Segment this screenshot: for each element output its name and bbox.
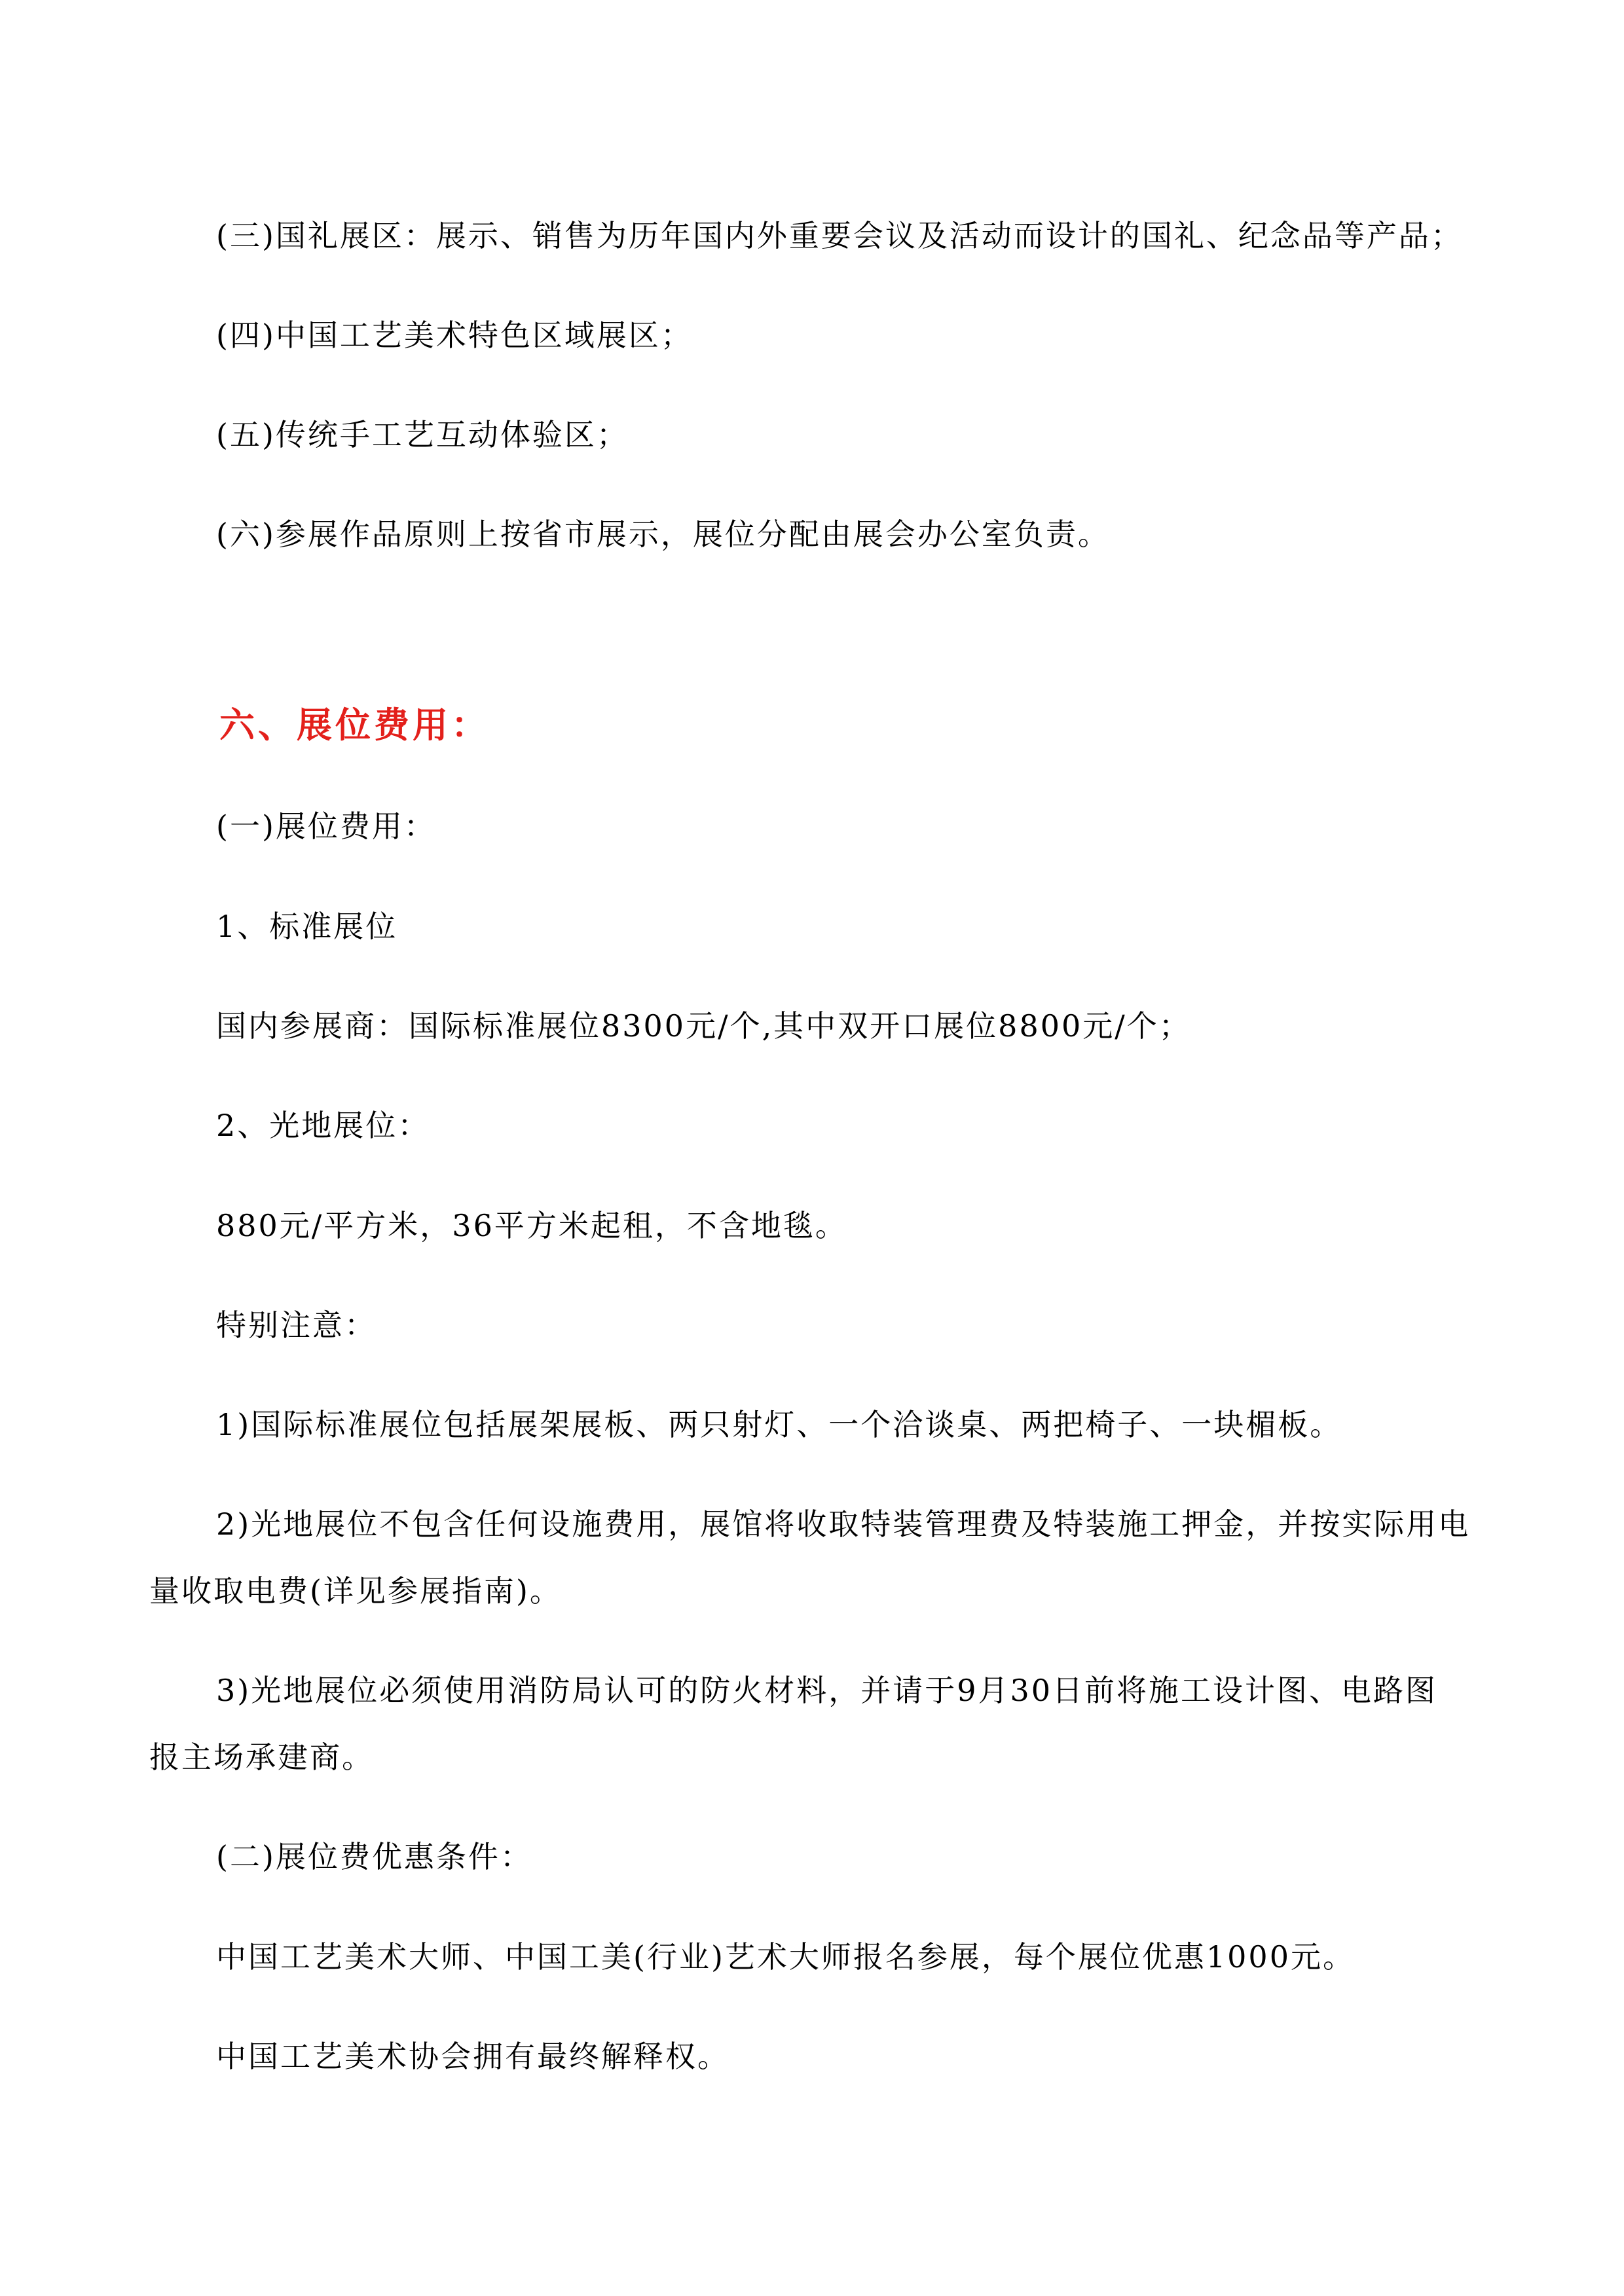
paragraph-notice-3-line-1: 3)光地展位必须使用消防局认可的防火材料，并请于9月30日前将施工设计图、电路图 [216, 1673, 1438, 1708]
subheading-special-notice: 特别注意： [216, 1307, 377, 1343]
paragraph-notice-1: 1)国际标准展位包括展架展板、两只射灯、一个洽谈桌、两把椅子、一块楣板。 [216, 1407, 1342, 1442]
paragraph-standard-booth-price: 国内参展商：国际标准展位8300元/个,其中双开口展位8800元/个； [216, 1008, 1191, 1044]
subheading-discount-conditions: (二)展位费优惠条件： [216, 1839, 532, 1874]
subheading-standard-booth: 1、标准展位 [216, 909, 398, 944]
paragraph-notice-2-line-1: 2)光地展位不包含任何设施费用，展馆将收取特装管理费及特装施工押金，并按实际用电 [216, 1506, 1471, 1542]
paragraph-raw-space-price: 880元/平方米，36平方米起租，不含地毯。 [216, 1208, 847, 1243]
section-heading-booth-fees: 六、展位费用： [219, 704, 490, 746]
paragraph-gift-exhibition-area: (三)国礼展区：展示、销售为历年国内外重要会议及活动而设计的国礼、纪念品等产品； [216, 218, 1463, 253]
paragraph-notice-2-line-2: 量收取电费(详见参展指南)。 [149, 1573, 562, 1609]
subheading-raw-space: 2、光地展位： [216, 1108, 430, 1143]
paragraph-discount-text: 中国工艺美术大师、中国工美(行业)艺术大师报名参展，每个展位优惠1000元。 [216, 1939, 1355, 1975]
paragraph-final-note: 中国工艺美术协会拥有最终解释权。 [216, 2039, 729, 2074]
paragraph-regional-feature-area: (四)中国工艺美术特色区域展区； [216, 318, 693, 353]
subheading-booth-fees: (一)展位费用： [216, 809, 436, 844]
paragraph-notice-3-line-2: 报主场承建商。 [149, 1740, 374, 1775]
paragraph-booth-allocation: (六)参展作品原则上按省市展示，展位分配由展会办公室负责。 [216, 517, 1110, 552]
paragraph-handcraft-experience-area: (五)传统手工艺互动体验区； [216, 417, 629, 452]
